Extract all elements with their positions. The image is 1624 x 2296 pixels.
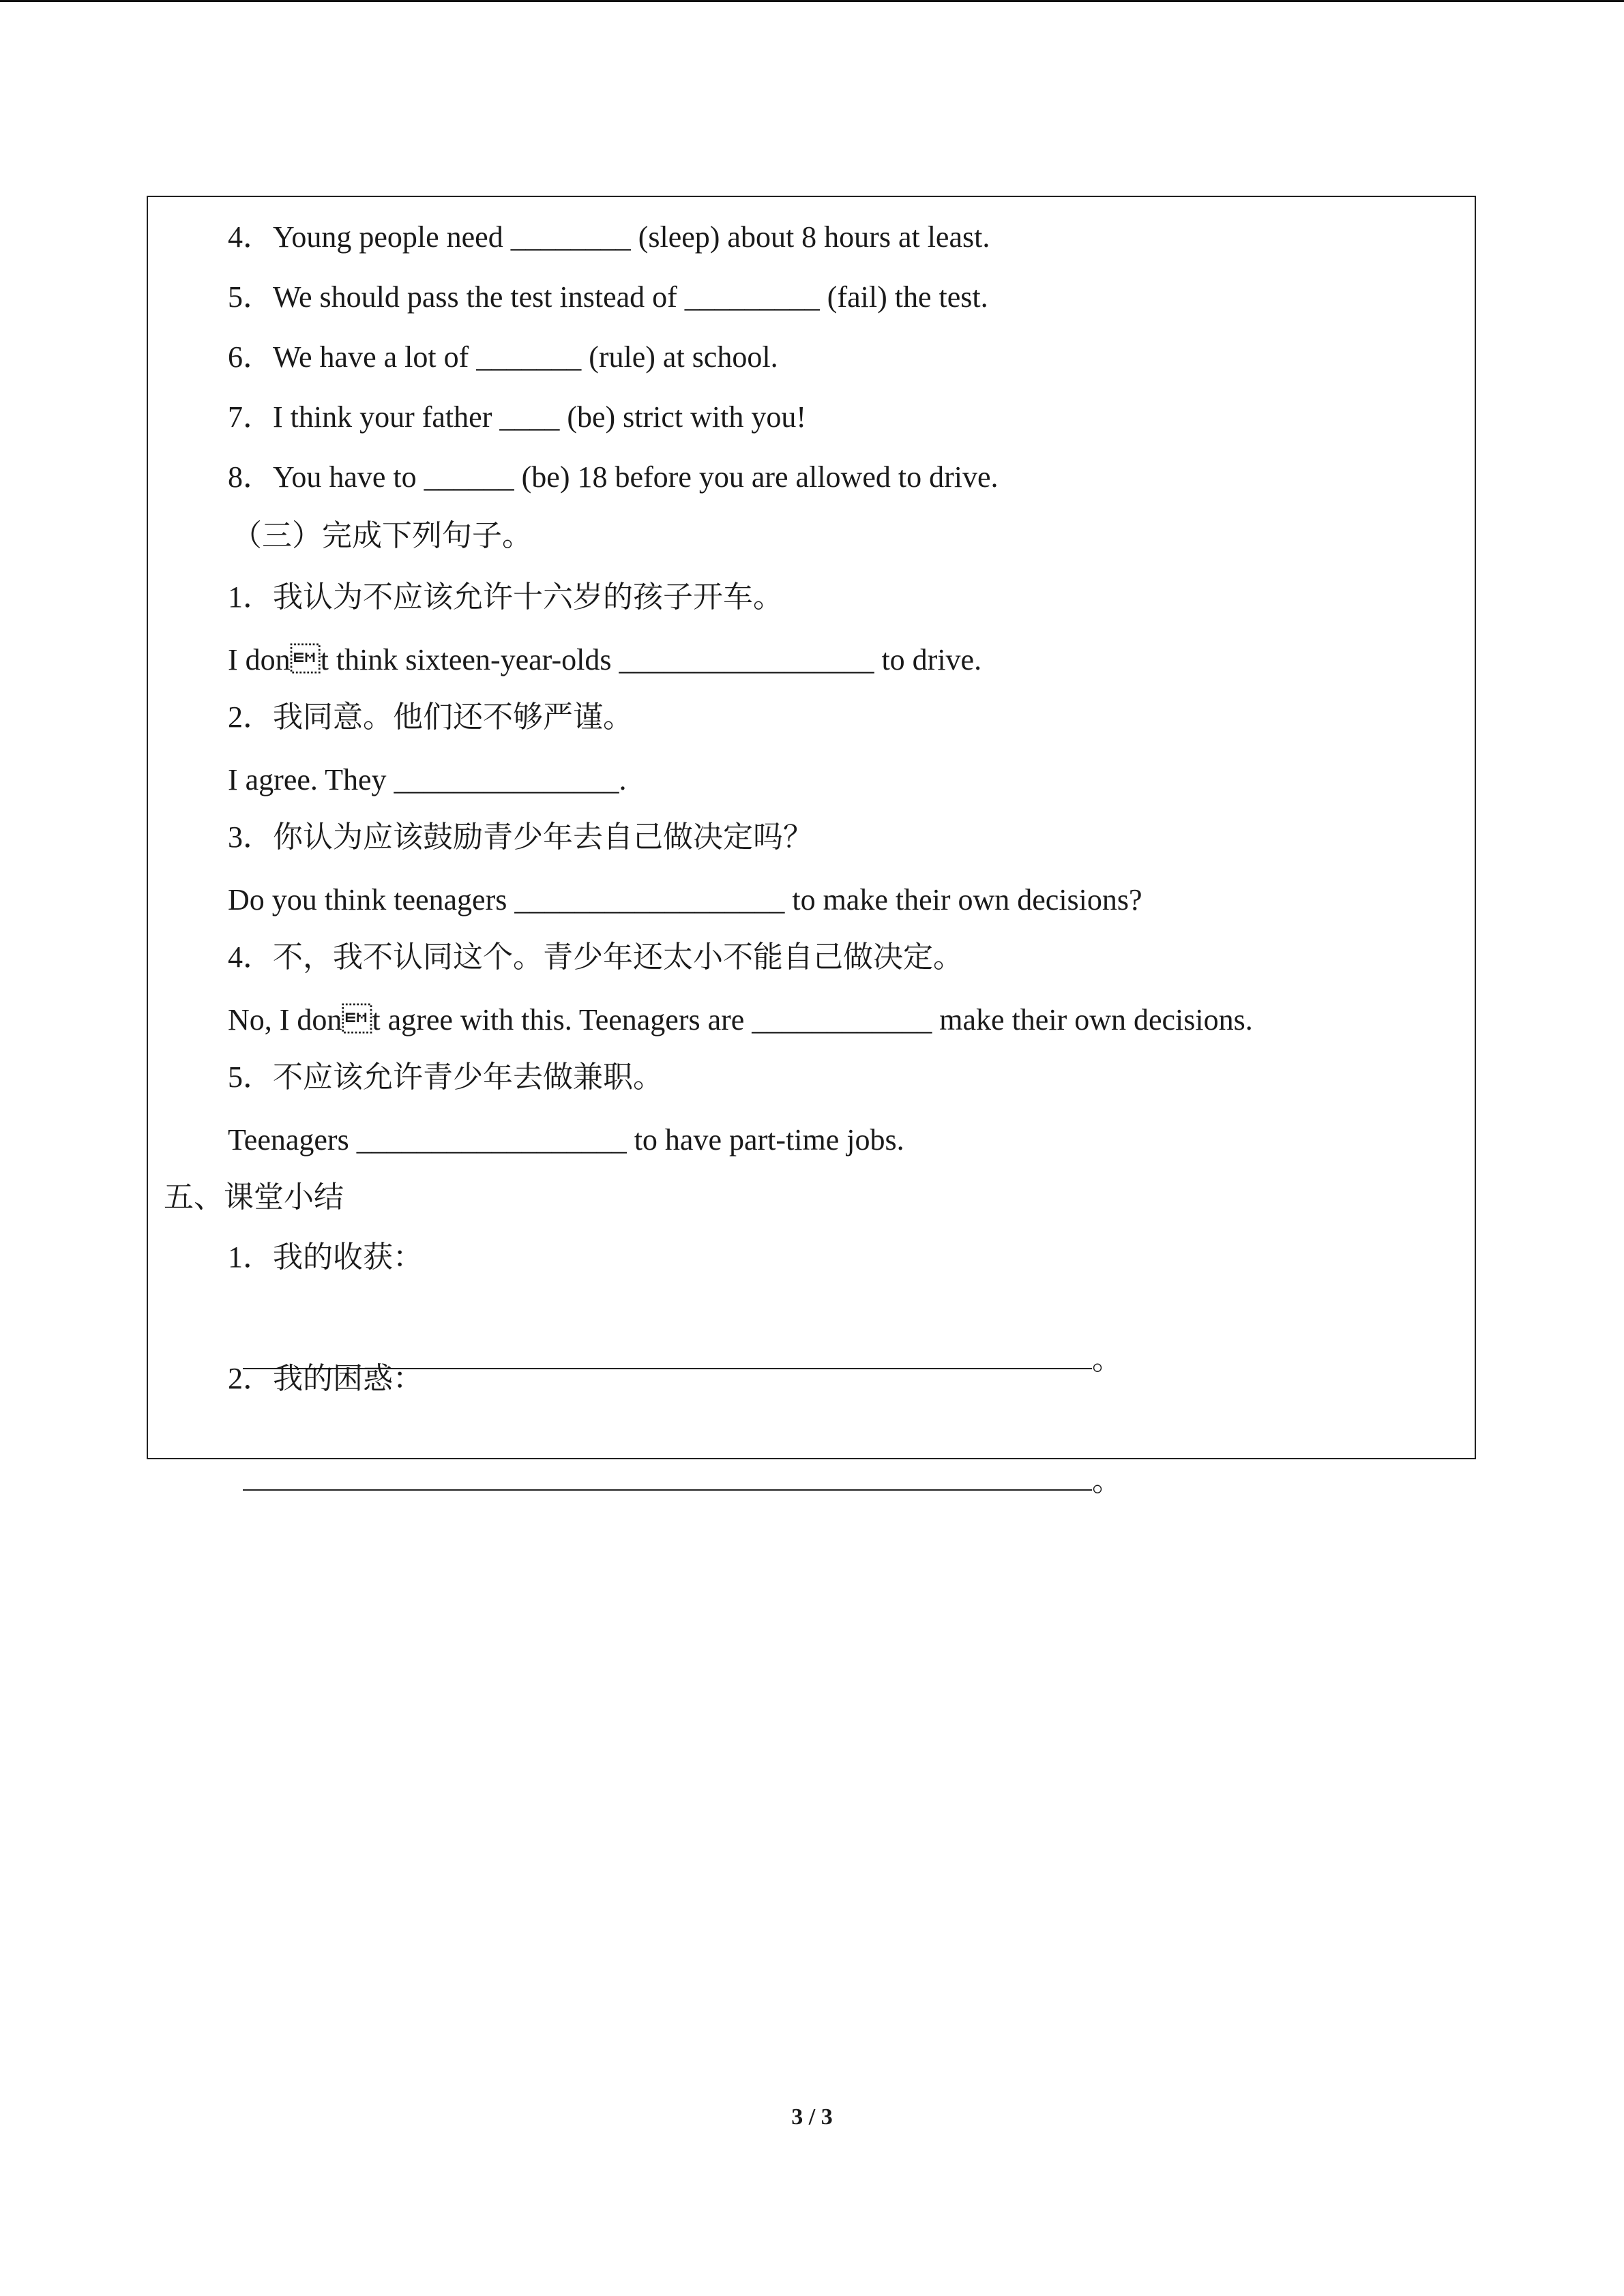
translation-sentence-3: Do you think teenagers __________________ to make their own decisions? <box>228 883 1142 916</box>
translation-sentence-5: Teenagers __________________ to have part-time jobs. <box>228 1123 904 1157</box>
translation-sentence-2: I agree. They _______________. <box>228 763 627 796</box>
exercise-item-7: 7．I think your father ____ (be) strict with you! <box>228 400 807 434</box>
translation-prompt-4: 4．不，我不认同这个。青少年还太小不能自己做决定。 <box>228 940 963 974</box>
puzzles-answer-line <box>228 1421 1122 1500</box>
translation-prompt-2: 2．我同意。他们还不够严谨。 <box>228 700 633 734</box>
puzzles-answer-rule <box>243 1459 1092 1491</box>
exercise-item-5: 5．We should pass the test instead of _________ (fail) the test. <box>228 280 988 314</box>
translation-sentence-1: I dont think sixteen-year-olds _________________ to drive. <box>228 643 982 676</box>
puzzles-label: 2．我的困惑： <box>228 1362 423 1395</box>
puzzles-end-mark: 。 <box>1092 1464 1122 1497</box>
summary-heading: 五、课堂小结 <box>164 1180 344 1214</box>
translation-sentence-4: No, I dont agree with this. Teenagers are ____________ make their own decisions. <box>228 1003 1253 1037</box>
translation-prompt-3: 3．你认为应该鼓励青少年去自己做决定吗？ <box>228 820 813 854</box>
translation-prompt-1: 1．我认为不应该允许十六岁的孩子开车。 <box>228 580 783 614</box>
exercise-item-6: 6．We have a lot of _______ (rule) at school. <box>228 340 778 374</box>
exercise-item-8: 8．You have to ______ (be) 18 before you are allowed to drive. <box>228 460 999 494</box>
exercise-item-4: 4．Young people need ________ (sleep) about 8 hours at least. <box>228 220 990 254</box>
page-number: 3 / 3 <box>791 2104 833 2130</box>
part-c-heading: （三）完成下列句子。 <box>232 519 532 552</box>
gains-end-mark: 。 <box>1092 1343 1122 1376</box>
top-border-rule <box>0 0 1624 2</box>
gains-label: 1．我的收获： <box>228 1240 423 1274</box>
translation-prompt-5: 5．不应该允许青少年去做兼职。 <box>228 1060 663 1094</box>
